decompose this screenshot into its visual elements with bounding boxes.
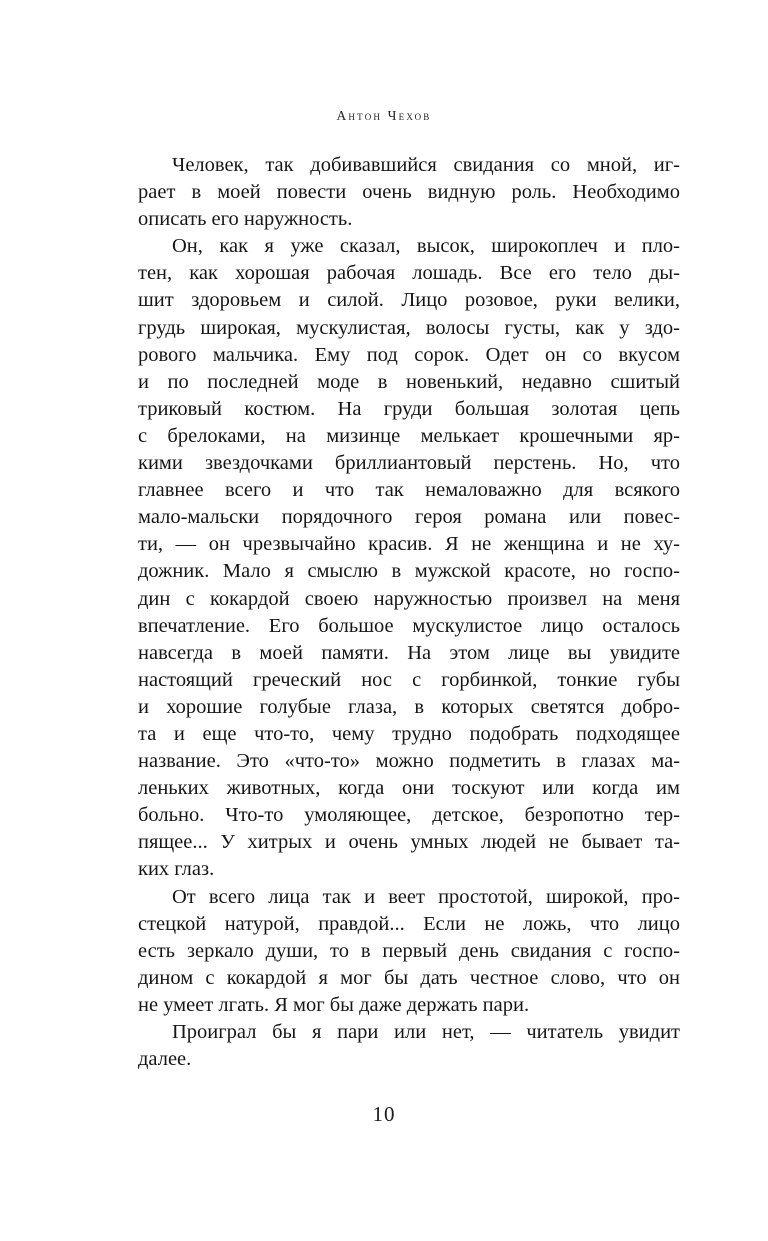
page-number: 10 <box>372 1102 396 1126</box>
text-line: дожник. Мало я смыслю в мужской красоте, но госпо- <box>138 560 680 583</box>
text-line: триковый костюм. На груди большая золотая цепь <box>138 397 680 420</box>
text-line: рового мальчика. Ему под сорок. Одет он со вкусом <box>138 343 680 366</box>
text-line: ти, — он чрезвычайно красив. Я не женщина и не ху- <box>138 533 680 556</box>
text-line: описать его наружность. <box>138 208 353 231</box>
running-head: Антон Чехов <box>336 108 432 123</box>
text-line: и хорошие голубые глаза, в которых светятся добро- <box>138 695 680 718</box>
text-line: рает в моей повести очень видную роль. Необходимо <box>138 181 680 204</box>
text-line: ких глаз. <box>138 858 215 881</box>
text-line: та и еще что-то, чему трудно подобрать подходящее <box>138 722 680 745</box>
text-line: кими звездочками бриллиантовый перстень. Но, что <box>138 452 680 475</box>
body-text <box>138 152 680 1073</box>
text-line: главнее всего и что так немаловажно для всякого <box>138 479 680 502</box>
text-line: грудь широкая, мускулистая, волосы густы, как у здо- <box>138 316 680 339</box>
text-line: далее. <box>138 1048 192 1071</box>
text-line: навсегда в моей памяти. На этом лице вы увидите <box>138 641 680 664</box>
text-line: дином с кокардой я мог бы дать честное слово, что он <box>138 966 680 989</box>
text-line: стецкой натурой, правдой... Если не ложь, что лицо <box>138 912 680 935</box>
text-line: мало-мальски порядочного героя романа или повес- <box>138 506 680 529</box>
text-line: Человек, так добивавшийся свидания со мной, иг- <box>172 154 680 176</box>
text-line: есть зеркало души, то в первый день свидания с госпо- <box>138 939 680 962</box>
text-line: Проиграл бы я пари или нет, — читатель увидит <box>172 1021 680 1043</box>
text-line: название. Это «что-то» можно подметить в глазах ма- <box>138 750 680 773</box>
text-line: леньких животных, когда они тоскуют или когда им <box>138 777 680 800</box>
text-line: и по последней моде в новенький, недавно сшитый <box>138 370 680 393</box>
text-line: впечатление. Его большое мускулистое лицо осталось <box>138 614 680 637</box>
text-line: не умеет лгать. Я мог бы даже держать пари. <box>138 993 530 1016</box>
text-line: пящее... У хитрых и очень умных людей не бывает та- <box>138 831 680 854</box>
text-line: Он, как я уже сказал, высок, широкоплеч и пло- <box>172 235 680 258</box>
text-line: настоящий греческий нос с горбинкой, тонкие губы <box>138 668 680 691</box>
text-line: шит здоровьем и силой. Лицо розовое, руки велики, <box>138 289 680 312</box>
text-line: с брелоками, на мизинце мелькает крошечными яр- <box>138 424 680 447</box>
text-line: больно. Что-то умоляющее, детское, безропотно тер- <box>138 804 680 827</box>
text-line: От всего лица так и веет простотой, широкой, про- <box>172 885 680 908</box>
text-line: тен, как хорошая рабочая лошадь. Все его тело ды- <box>138 262 680 285</box>
text-line: дин с кокардой своею наружностью произвел на меня <box>138 587 680 610</box>
